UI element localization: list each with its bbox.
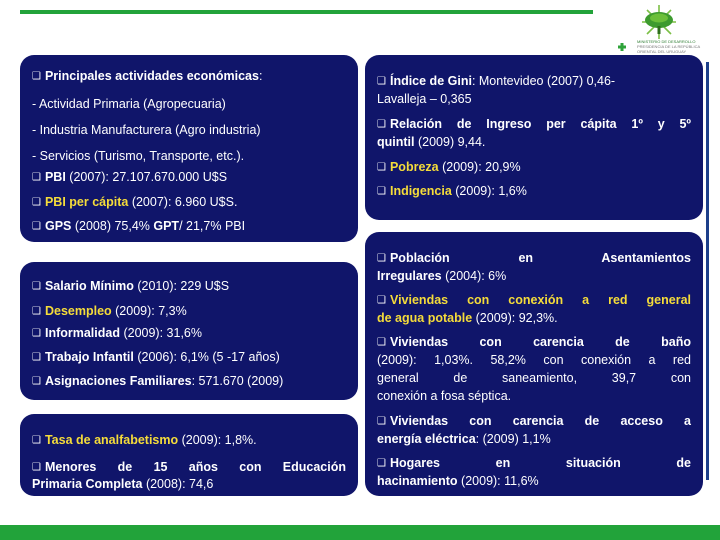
hollow-square-bullet-icon: ❑ — [377, 253, 386, 264]
label-hacinamiento: hacinamiento — [377, 474, 458, 488]
hollow-square-bullet-icon: ❑ — [32, 306, 41, 317]
item-hogares — [377, 455, 691, 472]
hollow-square-bullet-icon: ❑ — [32, 71, 41, 82]
item-bano-line-2: (2009): 1,03%. 58,2% con conexión a red — [377, 353, 691, 367]
item-pbi — [32, 169, 346, 186]
value-indigencia: (2009): 1,6% — [451, 184, 527, 198]
item-bano-line-4: conexión a fosa séptica. — [377, 389, 512, 403]
panel-labor — [20, 262, 358, 400]
label-primaria-completa: Primaria Completa — [32, 477, 143, 491]
hollow-square-bullet-icon: ❑ — [377, 186, 386, 197]
label-informalidad: Informalidad — [44, 326, 120, 340]
item-indice-gini — [377, 73, 691, 90]
value-salario-minimo: (2010): 229 U$S — [133, 279, 230, 293]
label-indice-gini: Índice de Gini — [389, 74, 472, 88]
logo-caption — [637, 39, 713, 54]
label-gpt: GPT — [153, 219, 180, 233]
bottom-green-bar — [0, 525, 720, 540]
value-pbi-per-capita: (2007): 6.960 U$S. — [128, 195, 238, 209]
label-pbi-per-capita: PBI per cápita — [44, 195, 129, 209]
label-indigencia: Indigencia — [389, 184, 452, 198]
value-gini-line-1: : Montevideo (2007) 0,46- — [471, 74, 616, 88]
label-bano: Viviendas con carencia de baño — [389, 335, 691, 349]
item-agua-potable — [377, 292, 691, 309]
label-gps: GPS — [44, 219, 72, 233]
hollow-square-bullet-icon: ❑ — [377, 295, 386, 306]
value-asignaciones-familiares: : 571.670 (2009) — [191, 374, 284, 388]
item-hogares-line-2 — [377, 473, 691, 490]
item-actividad-primaria: - Actividad Primaria (Agropecuaria) — [32, 97, 226, 111]
hollow-square-bullet-icon: ❑ — [32, 352, 41, 363]
item-relacion-ingreso — [377, 116, 691, 133]
item-bano-line-3: general de saneamiento, 39,7 con — [377, 371, 691, 385]
hollow-square-bullet-icon: ❑ — [32, 221, 41, 232]
value-analfabetismo: (2009): 1,8%. — [178, 433, 257, 447]
hollow-square-bullet-icon: ❑ — [32, 197, 41, 208]
item-analfabetismo — [32, 432, 346, 449]
label-analfabetismo: Tasa de analfabetismo — [44, 433, 179, 447]
hollow-square-bullet-icon: ❑ — [32, 376, 41, 387]
value-desempleo: (2009): 7,3% — [111, 304, 187, 318]
item-principales-actividades — [32, 68, 346, 85]
label-desempleo: Desempleo — [44, 304, 112, 318]
value-hacinamiento: (2009): 11,6% — [457, 474, 539, 488]
item-agua-potable-line-2 — [377, 310, 691, 327]
logo-line-3: ORIENTAL DEL URUGUAY — [637, 49, 687, 54]
label-hogares: Hogares en situación de — [389, 456, 691, 470]
label-asentamientos: Población en Asentamientos — [389, 251, 691, 265]
hollow-square-bullet-icon: ❑ — [32, 462, 41, 473]
hollow-square-bullet-icon: ❑ — [32, 281, 41, 292]
hollow-square-bullet-icon: ❑ — [32, 172, 41, 183]
item-menores-line-1 — [32, 459, 346, 476]
value-energia: : (2009) 1,1% — [475, 432, 551, 446]
panel-housing — [365, 232, 703, 496]
label-principales-actividades: Principales actividades económicas — [44, 69, 259, 83]
item-relacion-ingreso-line-2 — [377, 134, 691, 151]
label-quintil: quintil — [377, 135, 415, 149]
value-gpt: / 21,7% PBI — [179, 219, 246, 233]
item-bano — [377, 334, 691, 351]
title-colon: : — [258, 69, 263, 83]
item-servicios: - Servicios (Turismo, Transporte, etc.). — [32, 149, 245, 163]
item-asentamientos-line-2 — [377, 268, 691, 285]
label-relacion-ingreso: Relación de Ingreso per cápita 1º y 5º — [389, 117, 691, 131]
item-informalidad — [32, 325, 346, 342]
item-energia-line-2 — [377, 431, 691, 448]
item-energia — [377, 413, 691, 430]
right-accent-bar — [706, 62, 709, 480]
panel-economic-activities — [20, 55, 358, 242]
value-relacion-ingreso: (2009) 9,44. — [414, 135, 486, 149]
item-pobreza — [377, 159, 691, 176]
label-agua-potable: de agua potable — [377, 311, 473, 325]
hollow-square-bullet-icon: ❑ — [32, 435, 41, 446]
hollow-square-bullet-icon: ❑ — [377, 337, 386, 348]
logo-line-1: MINISTERIO DE DESARROLLO — [637, 39, 696, 44]
label-asignaciones-familiares: Asignaciones Familiares — [44, 374, 192, 388]
value-trabajo-infantil: (2006): 6,1% (5 -17 años) — [133, 350, 280, 364]
item-pbi-per-capita — [32, 194, 346, 211]
value-informalidad: (2009): 31,6% — [119, 326, 202, 340]
panel-education — [20, 414, 358, 496]
item-industria-manufacturera: - Industria Manufacturera (Agro industria) — [32, 123, 261, 137]
label-trabajo-infantil: Trabajo Infantil — [44, 350, 134, 364]
label-pobreza: Pobreza — [389, 160, 439, 174]
hollow-square-bullet-icon: ❑ — [377, 119, 386, 130]
logo-line-2: PRESIDENCIA DE LA REPÚBLICA — [637, 44, 701, 49]
label-energia-electrica: energía eléctrica — [377, 432, 476, 446]
hollow-square-bullet-icon: ❑ — [32, 328, 41, 339]
label-agua-line-1: Viviendas con conexión a red general — [389, 293, 691, 307]
item-salario-minimo — [32, 278, 346, 295]
label-energia: Viviendas con carencia de acceso a — [389, 414, 691, 428]
top-divider-line — [20, 10, 593, 14]
value-gps: (2008) 75,4% — [71, 219, 154, 233]
label-irregulares: Irregulares — [377, 269, 442, 283]
item-indigencia — [377, 183, 691, 200]
hollow-square-bullet-icon: ❑ — [377, 416, 386, 427]
panel-inequality — [365, 55, 703, 220]
label-salario-minimo: Salario Mínimo — [44, 279, 134, 293]
item-gps — [32, 218, 346, 235]
item-asignaciones-familiares — [32, 373, 346, 390]
hollow-square-bullet-icon: ❑ — [377, 458, 386, 469]
value-pobreza: (2009): 20,9% — [438, 160, 521, 174]
item-menores-line-2 — [32, 476, 346, 493]
item-indice-gini-line-2: Lavalleja – 0,365 — [377, 92, 472, 106]
hollow-square-bullet-icon: ❑ — [377, 162, 386, 173]
item-desempleo — [32, 303, 346, 320]
item-asentamientos — [377, 250, 691, 267]
label-pbi: PBI — [44, 170, 66, 184]
hollow-square-bullet-icon: ❑ — [377, 76, 386, 87]
value-pbi: (2007): 27.107.670.000 U$S — [65, 170, 228, 184]
item-trabajo-infantil — [32, 349, 346, 366]
value-primaria-completa: (2008): 74,6 — [142, 477, 214, 491]
value-agua-potable: (2009): 92,3%. — [472, 311, 558, 325]
label-menores-line-1: Menores de 15 años con Educación — [44, 460, 346, 474]
value-asentamientos: (2004): 6% — [441, 269, 507, 283]
